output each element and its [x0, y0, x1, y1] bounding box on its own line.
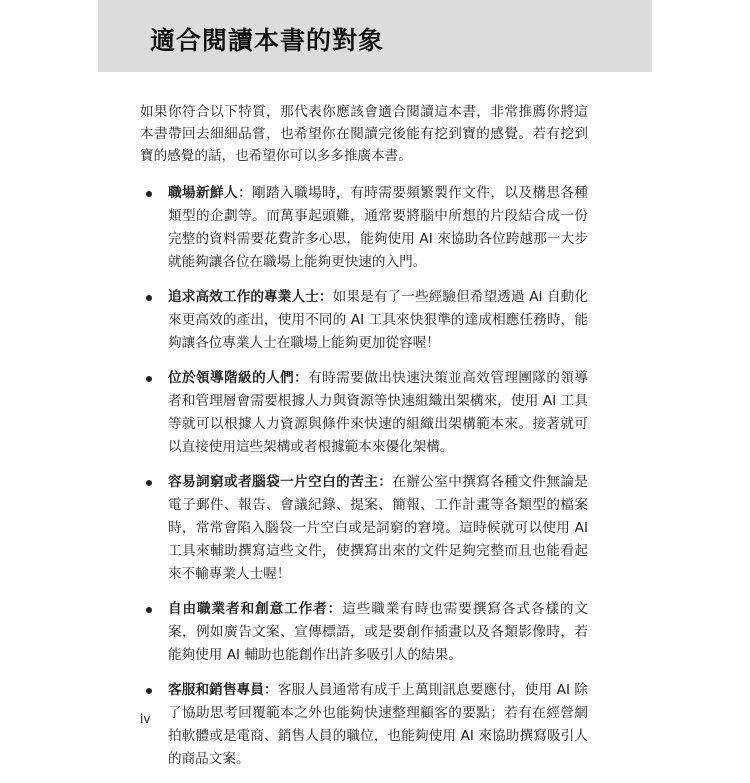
- bullet-text: 剛踏入職場時，有時需要頻繁製作文件，以及構思各種類型的企劃等。而萬事起頭難，通常要將腦中所想的片段結合成一份完整的資料需要花費許多心思，能夠使用 AI 來協助各位跨越那一大步就能夠讓各位在職場上能夠更快速的入門。: [168, 185, 589, 270]
- bullet-text: 在辦公室中撰寫各種文件無論是電子郵件、報告、會議紀錄、提案、簡報、工作計畫等各類型的檔案時，常常會陷入腦袋一片空白或是詞窮的窘境。這時候就可以使用 AI 工具來輔助撰寫這些文件，使撰寫出來的文件足夠完整而且也能看起來不輸專業人士喔！: [168, 474, 589, 582]
- page-number: iv: [140, 712, 151, 726]
- bullet-dot-icon: [146, 376, 152, 382]
- page-title: 適合閱讀本書的對象: [150, 26, 385, 55]
- list-item: [140, 182, 588, 274]
- list-item: [140, 367, 588, 459]
- bullet-text: 客服人員通常有成千上萬則訊息要應付，使用 AI 除了協助思考回覆範本之外也能夠快速整理顧客的要點；若有在經營網拍軟體或是電商、銷售人員的職位，也能夠使用 AI 來協助撰寫吸引人的商品文案。: [168, 682, 589, 767]
- bullet-dot-icon: [146, 191, 152, 197]
- bullet-term: 職場新鮮人：: [168, 185, 253, 201]
- list-item: [140, 471, 588, 586]
- list-item: [140, 286, 588, 355]
- bullet-term: 位於領導階級的人們：: [168, 370, 309, 386]
- bullet-term: 容易詞窮或者腦袋一片空白的苦主：: [168, 474, 393, 490]
- intro-paragraph: 如果你符合以下特質，那代表你應該會適合閱讀這本書，非常推薦你將這本書帶回去細細品嘗，也希望你在閱讀完後能有挖到寶的感覺。若有挖到寶的感覺的話，也希望你可以多多推廣本書。: [140, 104, 588, 164]
- bullet-term: 追求高效工作的專業人士：: [168, 289, 333, 305]
- bullet-term: 客服和銷售專員：: [168, 682, 278, 698]
- bullet-text: 這些職業有時也需要撰寫各式各樣的文案，例如廣告文案、宣傳標語，或是要創作插畫以及各類影像時，若能夠使用 AI 輔助也能創作出許多吸引人的結果。: [168, 601, 589, 663]
- content-body: [140, 101, 588, 783]
- list-item: [140, 598, 588, 667]
- audience-list: [140, 182, 588, 771]
- bullet-dot-icon: [146, 295, 152, 301]
- bullet-dot-icon: [146, 607, 152, 613]
- bullet-text: 如果是有了一些經驗但希望透過 AI 自動化來更高效的產出，使用不同的 AI 工具來快狠準的達成相應任務時，能夠讓各位專業人士在職場上能夠更加從容喔！: [168, 289, 588, 351]
- bullet-dot-icon: [146, 480, 152, 486]
- bullet-text: 有時需要做出快速決策並高效管理團隊的領導者和管理層會需要根據人力與資源等快速組織出架構來，使用 AI 工具等就可以根據人力資源與條件來快速的組織出架構範本來。接著就可以直接使用這些架構或者根據範本來優化架構。: [168, 370, 588, 455]
- bullet-dot-icon: [146, 688, 152, 694]
- list-item: [140, 679, 588, 771]
- bullet-term: 自由職業者和創意工作者：: [168, 601, 343, 617]
